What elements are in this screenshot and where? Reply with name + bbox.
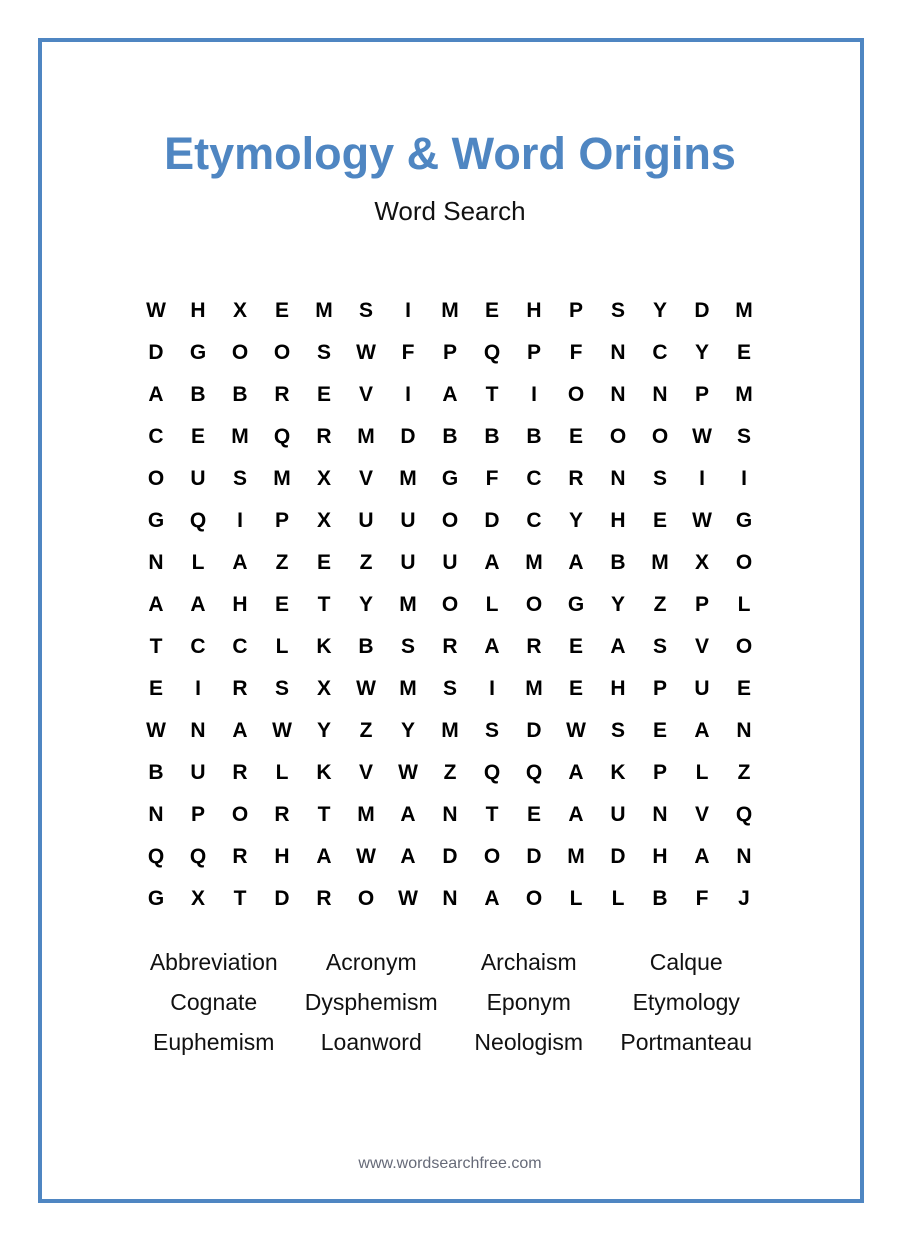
grid-letter: V bbox=[694, 803, 709, 826]
grid-letter: S bbox=[736, 425, 751, 448]
grid-letter: A bbox=[232, 551, 248, 574]
grid-letter: E bbox=[526, 803, 541, 826]
grid-letter: Q bbox=[525, 761, 543, 784]
grid-letter: A bbox=[694, 719, 710, 742]
grid-letter: E bbox=[736, 341, 751, 364]
grid-letter: O bbox=[567, 383, 585, 406]
grid-letter: T bbox=[233, 887, 247, 910]
grid-letter: Y bbox=[358, 593, 373, 616]
grid-letter: E bbox=[652, 719, 667, 742]
grid-letter: O bbox=[441, 509, 459, 532]
grid-letter: A bbox=[148, 593, 164, 616]
grid-letter: Y bbox=[568, 509, 583, 532]
grid-letter: C bbox=[148, 425, 164, 448]
grid-letter: N bbox=[148, 803, 164, 826]
grid-letter: T bbox=[485, 803, 499, 826]
grid-letter: A bbox=[484, 551, 500, 574]
grid-letter: D bbox=[694, 299, 710, 322]
grid-letter: L bbox=[275, 761, 289, 784]
grid-letter: M bbox=[735, 299, 753, 322]
grid-letter: R bbox=[274, 803, 290, 826]
grid-letter: H bbox=[610, 509, 626, 532]
grid-letter: A bbox=[610, 635, 626, 658]
grid-letter: S bbox=[274, 677, 289, 700]
grid-letter: R bbox=[316, 887, 332, 910]
grid-letter: Z bbox=[275, 551, 289, 574]
grid-letter: W bbox=[566, 719, 586, 742]
word-list-item: Portmanteau bbox=[620, 1029, 753, 1055]
grid-letter: M bbox=[651, 551, 669, 574]
grid-letter: F bbox=[485, 467, 499, 490]
grid-letter: A bbox=[484, 887, 500, 910]
grid-letter: B bbox=[358, 635, 374, 658]
grid-letter: V bbox=[358, 467, 373, 490]
grid-letter: L bbox=[485, 593, 499, 616]
grid-letter: O bbox=[357, 887, 375, 910]
grid-letter: K bbox=[316, 635, 332, 658]
grid-letter: Q bbox=[273, 425, 291, 448]
word-list-item: Archaism bbox=[480, 949, 577, 975]
grid-letter: H bbox=[526, 299, 542, 322]
grid-letter: F bbox=[401, 341, 415, 364]
grid-letter: A bbox=[484, 635, 500, 658]
grid-letter: A bbox=[190, 593, 206, 616]
grid-letter: E bbox=[274, 299, 289, 322]
word-list-item: Cognate bbox=[170, 989, 258, 1015]
grid-letter: N bbox=[610, 467, 626, 490]
grid-letter: E bbox=[148, 677, 163, 700]
grid-letter: B bbox=[190, 383, 206, 406]
grid-letter: Z bbox=[359, 719, 373, 742]
grid-letter: O bbox=[735, 551, 753, 574]
grid-letter: T bbox=[485, 383, 499, 406]
grid-letter: Z bbox=[359, 551, 373, 574]
grid-letter: H bbox=[652, 845, 668, 868]
grid-letter: P bbox=[274, 509, 289, 532]
grid-letter: O bbox=[525, 593, 543, 616]
grid-letter: U bbox=[694, 677, 710, 700]
grid-letter: H bbox=[190, 299, 206, 322]
grid-letter: V bbox=[694, 635, 709, 658]
grid-letter: Y bbox=[316, 719, 331, 742]
grid-letter: Q bbox=[189, 509, 207, 532]
grid-letter: M bbox=[567, 845, 585, 868]
grid-letter: X bbox=[316, 677, 331, 700]
grid-letter: K bbox=[316, 761, 332, 784]
grid-letter: W bbox=[398, 887, 418, 910]
grid-letter: G bbox=[735, 509, 753, 532]
grid-letter: R bbox=[232, 761, 248, 784]
grid-letter: C bbox=[526, 467, 542, 490]
grid-letter: W bbox=[398, 761, 418, 784]
grid-letter: Y bbox=[652, 299, 667, 322]
grid-letter: A bbox=[442, 383, 458, 406]
grid-letter: A bbox=[694, 845, 710, 868]
grid-letter: I bbox=[531, 383, 537, 406]
grid-letter: Z bbox=[443, 761, 457, 784]
grid-letter: D bbox=[610, 845, 626, 868]
grid-letter: I bbox=[195, 677, 201, 700]
grid-letter: X bbox=[190, 887, 205, 910]
grid-letter: T bbox=[317, 593, 331, 616]
grid-letter: N bbox=[148, 551, 164, 574]
grid-letter: P bbox=[694, 593, 709, 616]
grid-letter: O bbox=[147, 467, 165, 490]
grid-letter: V bbox=[358, 383, 373, 406]
grid-letter: E bbox=[316, 551, 331, 574]
grid-letter: I bbox=[237, 509, 243, 532]
word-list-item: Loanword bbox=[320, 1029, 422, 1055]
word-list bbox=[135, 942, 765, 1062]
grid-letter: Q bbox=[147, 845, 165, 868]
grid-letter: I bbox=[405, 299, 411, 322]
grid-letter: M bbox=[399, 593, 417, 616]
grid-letter: G bbox=[147, 887, 165, 910]
grid-letter: U bbox=[190, 467, 206, 490]
grid-letter: W bbox=[272, 719, 292, 742]
grid-letter: F bbox=[569, 341, 583, 364]
grid-letter: P bbox=[652, 677, 667, 700]
grid-letter: A bbox=[148, 383, 164, 406]
grid-letter: E bbox=[568, 677, 583, 700]
grid-letter: X bbox=[316, 509, 331, 532]
grid-letter: M bbox=[441, 299, 459, 322]
letter-grid bbox=[135, 290, 765, 920]
word-list-item: Eponym bbox=[486, 989, 571, 1015]
grid-letter: W bbox=[356, 341, 376, 364]
grid-letter: M bbox=[399, 467, 417, 490]
grid-letter: S bbox=[358, 299, 373, 322]
grid-letter: U bbox=[400, 551, 416, 574]
word-list-item: Abbreviation bbox=[149, 949, 278, 975]
grid-letter: P bbox=[694, 383, 709, 406]
grid-letter: E bbox=[484, 299, 499, 322]
grid-letter: A bbox=[232, 719, 248, 742]
grid-letter: D bbox=[400, 425, 416, 448]
grid-letter: P bbox=[442, 341, 457, 364]
grid-letter: E bbox=[568, 425, 583, 448]
grid-letter: A bbox=[400, 803, 416, 826]
grid-letter: B bbox=[232, 383, 248, 406]
grid-letter: I bbox=[741, 467, 747, 490]
grid-letter: R bbox=[568, 467, 584, 490]
grid-letter: L bbox=[275, 635, 289, 658]
grid-letter: M bbox=[231, 425, 249, 448]
grid-letter: O bbox=[651, 425, 669, 448]
grid-letter: S bbox=[652, 467, 667, 490]
grid-letter: M bbox=[357, 803, 375, 826]
grid-letter: L bbox=[611, 887, 625, 910]
grid-letter: M bbox=[273, 467, 291, 490]
grid-letter: R bbox=[526, 635, 542, 658]
grid-letter: F bbox=[695, 887, 709, 910]
grid-letter: M bbox=[315, 299, 333, 322]
grid-letter: E bbox=[190, 425, 205, 448]
grid-letter: B bbox=[442, 425, 458, 448]
grid-letter: K bbox=[610, 761, 626, 784]
word-list-item: Etymology bbox=[632, 989, 740, 1015]
grid-letter: S bbox=[652, 635, 667, 658]
grid-letter: I bbox=[489, 677, 495, 700]
grid-letter: W bbox=[692, 509, 712, 532]
grid-letter: O bbox=[483, 845, 501, 868]
grid-letter: Q bbox=[483, 761, 501, 784]
grid-letter: L bbox=[695, 761, 709, 784]
grid-letter: R bbox=[442, 635, 458, 658]
grid-letter: M bbox=[735, 383, 753, 406]
grid-letter: H bbox=[274, 845, 290, 868]
grid-letter: S bbox=[610, 719, 625, 742]
grid-letter: G bbox=[147, 509, 165, 532]
footer-url: www.wordsearchfree.com bbox=[358, 1155, 542, 1172]
grid-letter: D bbox=[526, 845, 542, 868]
grid-letter: X bbox=[316, 467, 331, 490]
grid-letter: M bbox=[441, 719, 459, 742]
grid-letter: N bbox=[190, 719, 206, 742]
grid-letter: M bbox=[399, 677, 417, 700]
grid-letter: G bbox=[567, 593, 585, 616]
grid-letter: H bbox=[610, 677, 626, 700]
grid-letter: B bbox=[526, 425, 542, 448]
page-subtitle: Word Search bbox=[374, 196, 526, 226]
grid-letter: O bbox=[441, 593, 459, 616]
grid-letter: U bbox=[190, 761, 206, 784]
grid-letter: O bbox=[609, 425, 627, 448]
grid-letter: A bbox=[568, 803, 584, 826]
grid-letter: G bbox=[189, 341, 207, 364]
grid-letter: B bbox=[484, 425, 500, 448]
grid-letter: W bbox=[692, 425, 712, 448]
grid-letter: N bbox=[652, 383, 668, 406]
grid-letter: U bbox=[442, 551, 458, 574]
grid-letter: T bbox=[149, 635, 163, 658]
grid-letter: U bbox=[400, 509, 416, 532]
grid-letter: W bbox=[146, 299, 166, 322]
grid-letter: Q bbox=[735, 803, 753, 826]
grid-letter: V bbox=[358, 761, 373, 784]
word-list-item: Neologism bbox=[474, 1029, 584, 1055]
grid-letter: B bbox=[610, 551, 626, 574]
grid-letter: Z bbox=[653, 593, 667, 616]
grid-letter: D bbox=[526, 719, 542, 742]
grid-letter: A bbox=[316, 845, 332, 868]
grid-letter: P bbox=[568, 299, 583, 322]
grid-letter: E bbox=[316, 383, 331, 406]
grid-letter: O bbox=[273, 341, 291, 364]
grid-letter: Q bbox=[483, 341, 501, 364]
grid-letter: L bbox=[569, 887, 583, 910]
grid-letter: A bbox=[400, 845, 416, 868]
grid-letter: M bbox=[525, 677, 543, 700]
grid-letter: N bbox=[736, 845, 752, 868]
grid-letter: D bbox=[148, 341, 164, 364]
word-list-item: Euphemism bbox=[153, 1029, 275, 1055]
grid-letter: Y bbox=[400, 719, 415, 742]
grid-letter: T bbox=[317, 803, 331, 826]
grid-letter: M bbox=[357, 425, 375, 448]
grid-letter: E bbox=[652, 509, 667, 532]
grid-letter: A bbox=[568, 761, 584, 784]
grid-letter: S bbox=[610, 299, 625, 322]
grid-letter: P bbox=[526, 341, 541, 364]
grid-letter: G bbox=[441, 467, 459, 490]
grid-letter: S bbox=[400, 635, 415, 658]
grid-letter: R bbox=[232, 845, 248, 868]
grid-letter: I bbox=[699, 467, 705, 490]
grid-letter: D bbox=[274, 887, 290, 910]
grid-letter: Y bbox=[610, 593, 625, 616]
grid-letter: Y bbox=[694, 341, 709, 364]
grid-letter: B bbox=[148, 761, 164, 784]
grid-letter: N bbox=[652, 803, 668, 826]
grid-letter: E bbox=[736, 677, 751, 700]
grid-letter: E bbox=[274, 593, 289, 616]
grid-letter: M bbox=[525, 551, 543, 574]
grid-letter: J bbox=[738, 887, 750, 910]
grid-letter: L bbox=[737, 593, 751, 616]
word-list-item: Calque bbox=[649, 949, 723, 975]
grid-letter: L bbox=[191, 551, 205, 574]
grid-letter: P bbox=[652, 761, 667, 784]
grid-letter: D bbox=[484, 509, 500, 532]
page-title: Etymology & Word Origins bbox=[164, 128, 736, 179]
grid-letter: C bbox=[232, 635, 248, 658]
grid-letter: N bbox=[442, 887, 458, 910]
grid-letter: N bbox=[610, 341, 626, 364]
grid-letter: S bbox=[484, 719, 499, 742]
grid-letter: O bbox=[525, 887, 543, 910]
grid-letter: Q bbox=[189, 845, 207, 868]
grid-letter: B bbox=[652, 887, 668, 910]
grid-letter: N bbox=[736, 719, 752, 742]
grid-letter: R bbox=[274, 383, 290, 406]
grid-letter: P bbox=[190, 803, 205, 826]
grid-letter: Z bbox=[737, 761, 751, 784]
grid-letter: E bbox=[568, 635, 583, 658]
grid-letter: X bbox=[694, 551, 709, 574]
grid-letter: C bbox=[526, 509, 542, 532]
grid-letter: N bbox=[610, 383, 626, 406]
grid-letter: S bbox=[232, 467, 247, 490]
grid-letter: U bbox=[358, 509, 374, 532]
grid-letter: O bbox=[231, 803, 249, 826]
grid-letter: S bbox=[442, 677, 457, 700]
grid-letter: O bbox=[735, 635, 753, 658]
word-list-item: Acronym bbox=[325, 949, 417, 975]
grid-letter: C bbox=[652, 341, 668, 364]
grid-letter: W bbox=[146, 719, 166, 742]
grid-letter: R bbox=[232, 677, 248, 700]
grid-letter: W bbox=[356, 677, 376, 700]
grid-letter: D bbox=[442, 845, 458, 868]
grid-letter: A bbox=[568, 551, 584, 574]
grid-letter: N bbox=[442, 803, 458, 826]
grid-letter: U bbox=[610, 803, 626, 826]
grid-letter: C bbox=[190, 635, 206, 658]
grid-letter: O bbox=[231, 341, 249, 364]
grid-letter: W bbox=[356, 845, 376, 868]
grid-letter: I bbox=[405, 383, 411, 406]
word-list-item: Dysphemism bbox=[304, 989, 438, 1015]
grid-letter: H bbox=[232, 593, 248, 616]
grid-letter: S bbox=[316, 341, 331, 364]
grid-letter: X bbox=[232, 299, 247, 322]
grid-letter: R bbox=[316, 425, 332, 448]
